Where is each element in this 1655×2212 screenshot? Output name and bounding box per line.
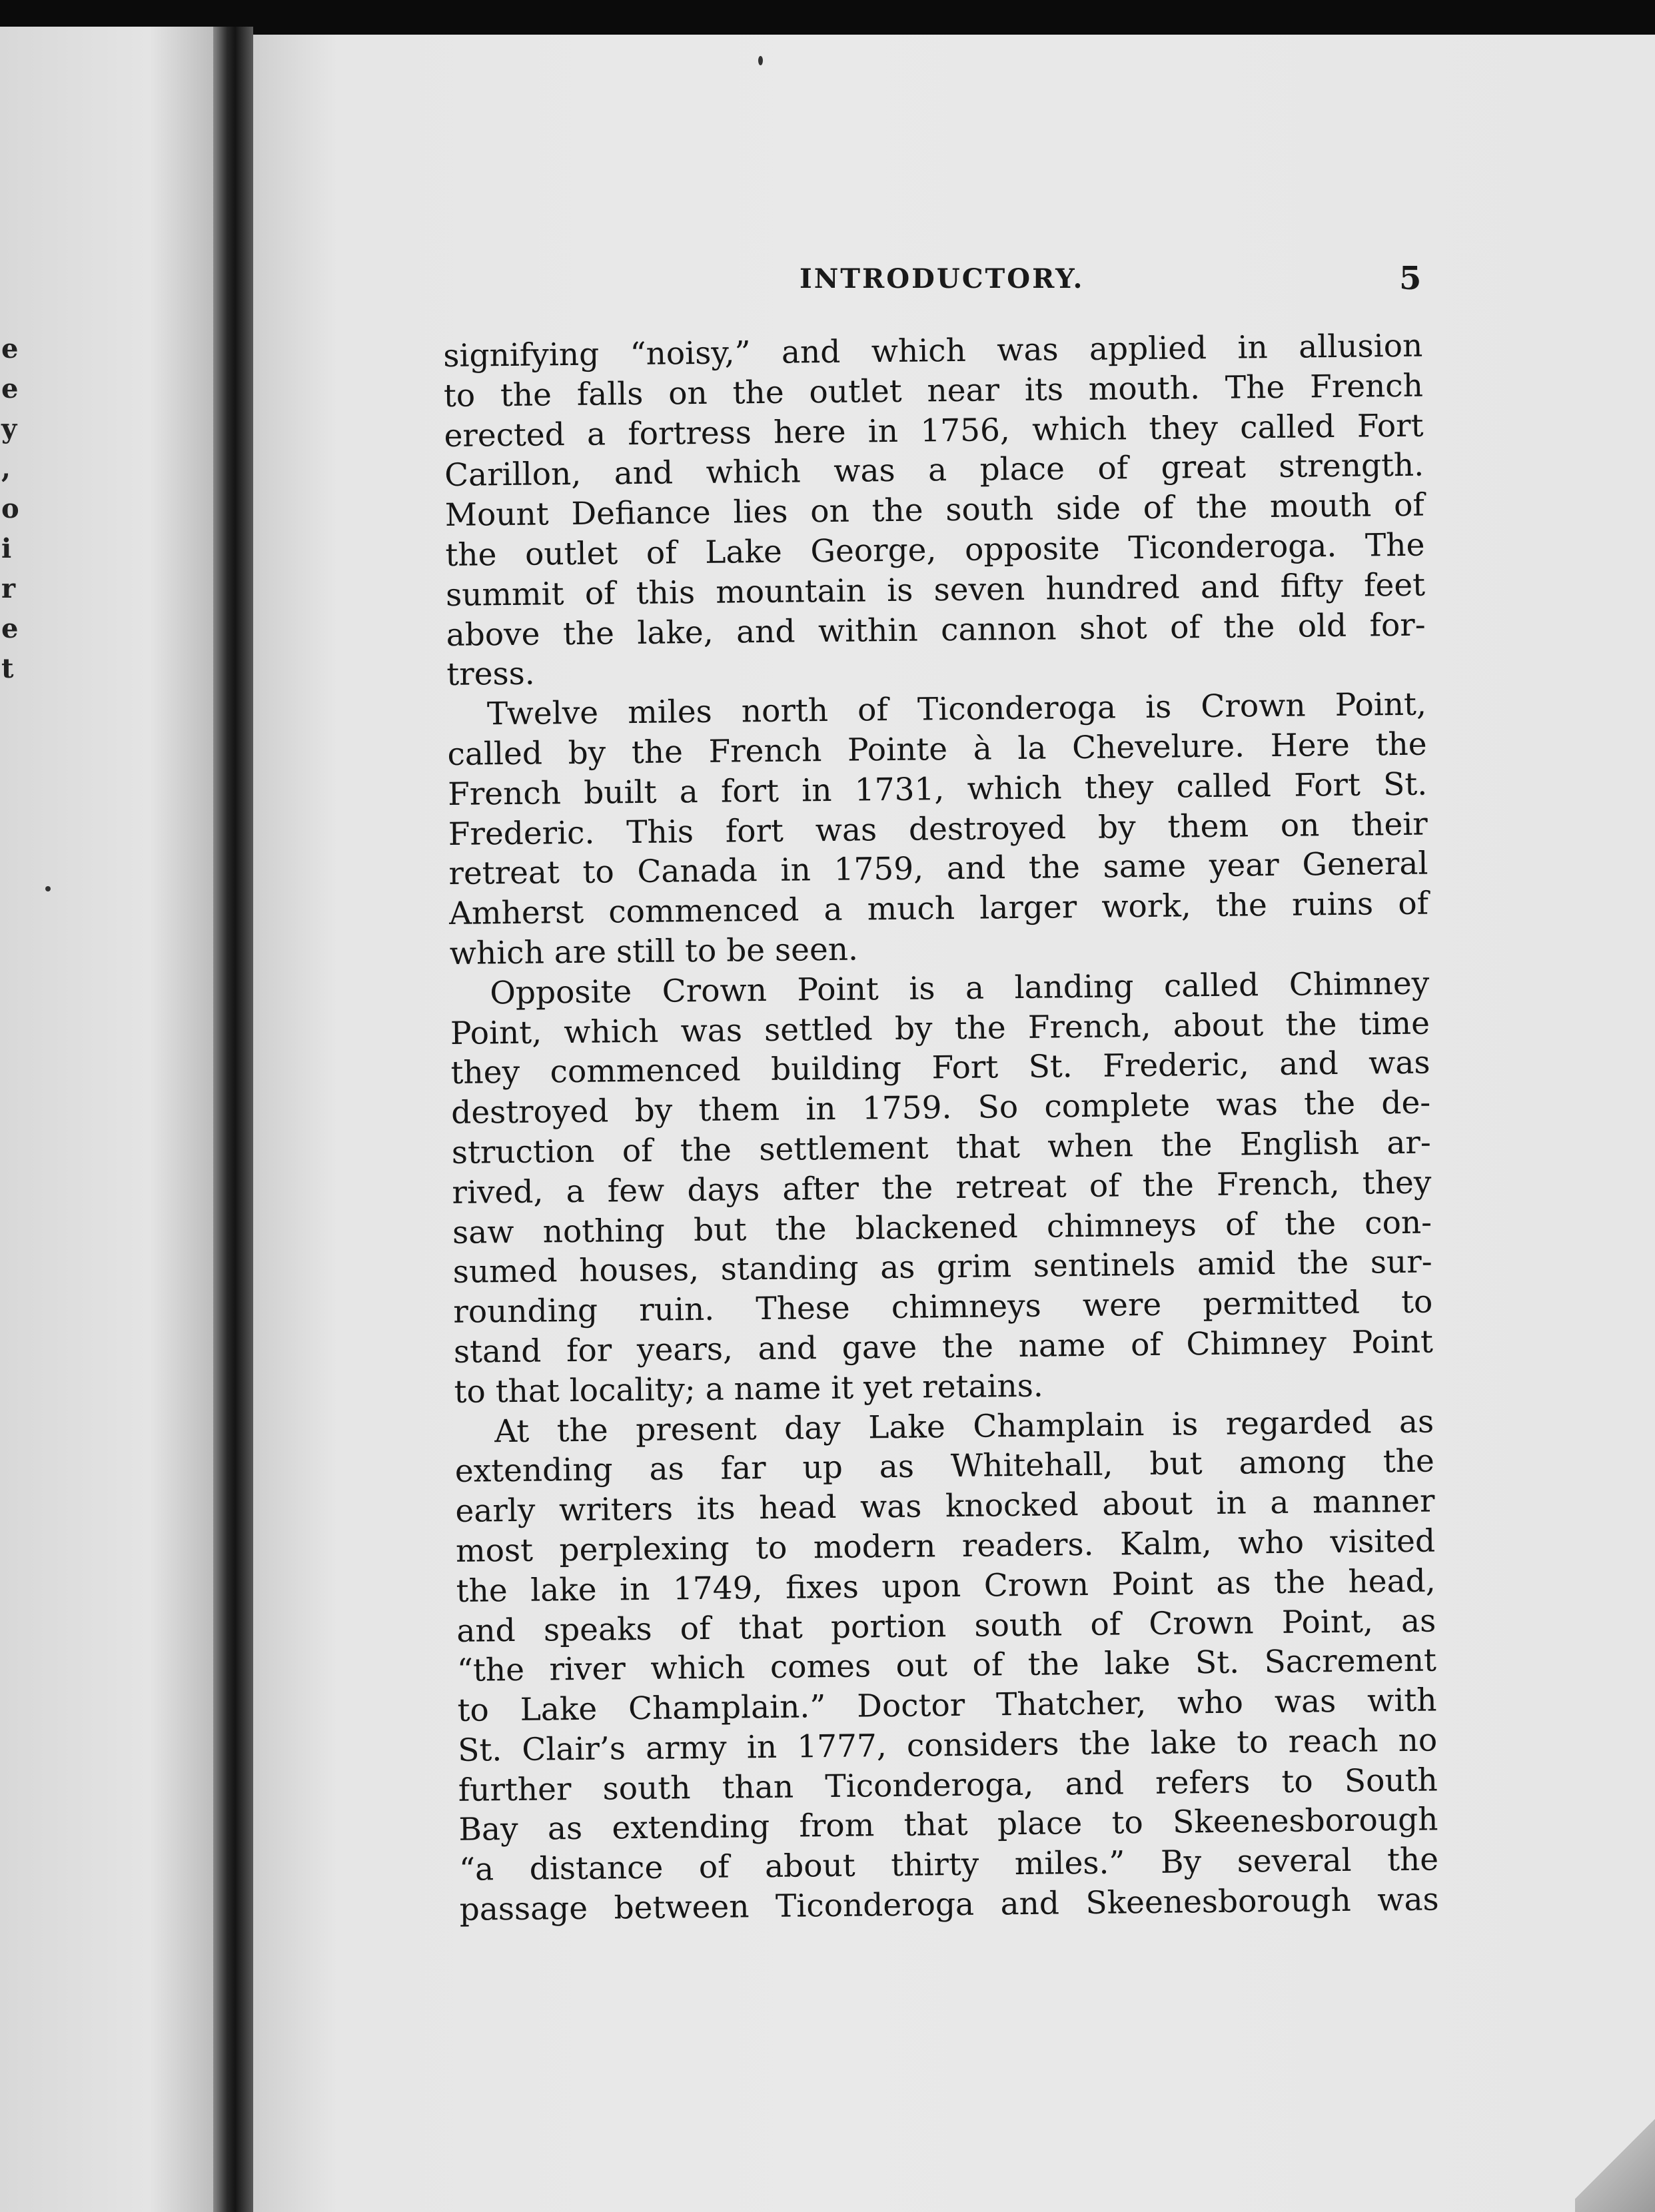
- text-line: signifying “noisy,” and which was applied in allusion: [443, 327, 1423, 374]
- margin-fragment: y: [1, 413, 17, 444]
- text-line: “a distance of about thirty miles.” By several the: [458, 1841, 1439, 1889]
- text-line: the lake in 1749, fixes upon Crown Point as the head,: [456, 1562, 1436, 1610]
- text-line: to that locality; a name it yet retains.: [454, 1367, 1044, 1410]
- ink-speck: [45, 886, 51, 891]
- text-line: early writers its head was knocked about in a manner: [455, 1482, 1435, 1530]
- text-line: summit of this mountain is seven hundred and fifty feet: [445, 566, 1426, 614]
- text-line: St. Clair’s army in 1777, considers the lake to reach no: [457, 1722, 1438, 1769]
- text-line: Bay as extending from that place to Skeenesborough: [458, 1801, 1438, 1849]
- text-line: French built a fort in 1731, which they called Fort St.: [447, 766, 1428, 813]
- text-line: the outlet of Lake George, opposite Ticonderoga. The: [445, 526, 1425, 574]
- text-line: struction of the settlement that when the English ar-: [451, 1124, 1432, 1171]
- text-line: further south than Ticonderoga, and refers to South: [458, 1762, 1438, 1809]
- text-line: sumed houses, standing as grim sentinels amid the sur-: [452, 1243, 1432, 1291]
- body-text: [443, 326, 1439, 1930]
- text-line: to the falls on the outlet near its mouth. The French: [443, 367, 1424, 414]
- text-line: saw nothing but the blackened chimneys of the con-: [452, 1204, 1432, 1251]
- text-line: most perplexing to modern readers. Kalm, who visited: [455, 1522, 1436, 1570]
- page-number: 5: [1399, 260, 1422, 297]
- text-line: Frederic. This fort was destroyed by them on their: [448, 806, 1428, 853]
- text-line: above the lake, and within cannon shot of the old for-: [446, 606, 1426, 654]
- text-line: which are still to be seen.: [449, 931, 859, 972]
- page-corner-curl: [1575, 2105, 1655, 2212]
- running-head: INTRODUCTORY.: [800, 263, 1085, 294]
- paragraph-first-line: At the present day Lake Champlain is regarded as: [494, 1403, 1434, 1450]
- text-line: Amherst commenced a much larger work, the ruins of: [448, 885, 1429, 933]
- text-line: Point, which was settled by the French, about the time: [450, 1005, 1430, 1052]
- text-line: extending as far up as Whitehall, but among the: [454, 1442, 1435, 1490]
- margin-fragment: ,: [1, 453, 11, 484]
- margin-fragment: e: [1, 373, 19, 404]
- text-line: rounding ruin. These chimneys were permitted to: [453, 1283, 1433, 1331]
- margin-fragment: e: [1, 333, 19, 364]
- text-line: Mount Defiance lies on the south side of the mouth of: [444, 486, 1425, 534]
- text-line: to Lake Champlain.” Doctor Thatcher, who was with: [457, 1682, 1437, 1729]
- margin-fragment: o: [1, 493, 19, 524]
- paragraph-first-line: Opposite Crown Point is a landing called Chimney: [490, 965, 1430, 1012]
- text-line: they commenced building Fort St. Frederic, and was: [450, 1044, 1430, 1092]
- paragraph-first-line: Twelve miles north of Ticonderoga is Crown Point,: [486, 686, 1427, 733]
- text-line: destroyed by them in 1759. So complete was the de-: [450, 1084, 1431, 1132]
- margin-fragment: t: [1, 653, 14, 684]
- margin-fragment: e: [1, 613, 19, 644]
- book-gutter: [213, 27, 253, 2212]
- margin-fragment: i: [1, 533, 12, 564]
- text-line: Carillon, and which was a place of great strength.: [444, 446, 1424, 494]
- text-line: stand for years, and gave the name of Chimney Point: [453, 1323, 1434, 1371]
- text-line: erected a fortress here in 1756, which they called Fort: [444, 407, 1424, 454]
- text-line: rived, a few days after the retreat of the French, they: [452, 1164, 1432, 1211]
- text-line: retreat to Canada in 1759, and the same year General: [448, 845, 1428, 893]
- margin-fragment: r: [1, 573, 16, 604]
- text-line: “the river which comes out of the lake St. Sacrement: [456, 1642, 1437, 1690]
- left-facing-page: [0, 27, 213, 2212]
- text-line: tress.: [446, 655, 535, 694]
- ink-speck: [758, 56, 763, 65]
- text-line: passage between Ticonderoga and Skeenesborough was: [459, 1881, 1439, 1928]
- text-line: and speaks of that portion south of Crown Point, as: [456, 1602, 1436, 1650]
- text-line: called by the French Pointe à la Chevelure. Here the: [447, 726, 1427, 773]
